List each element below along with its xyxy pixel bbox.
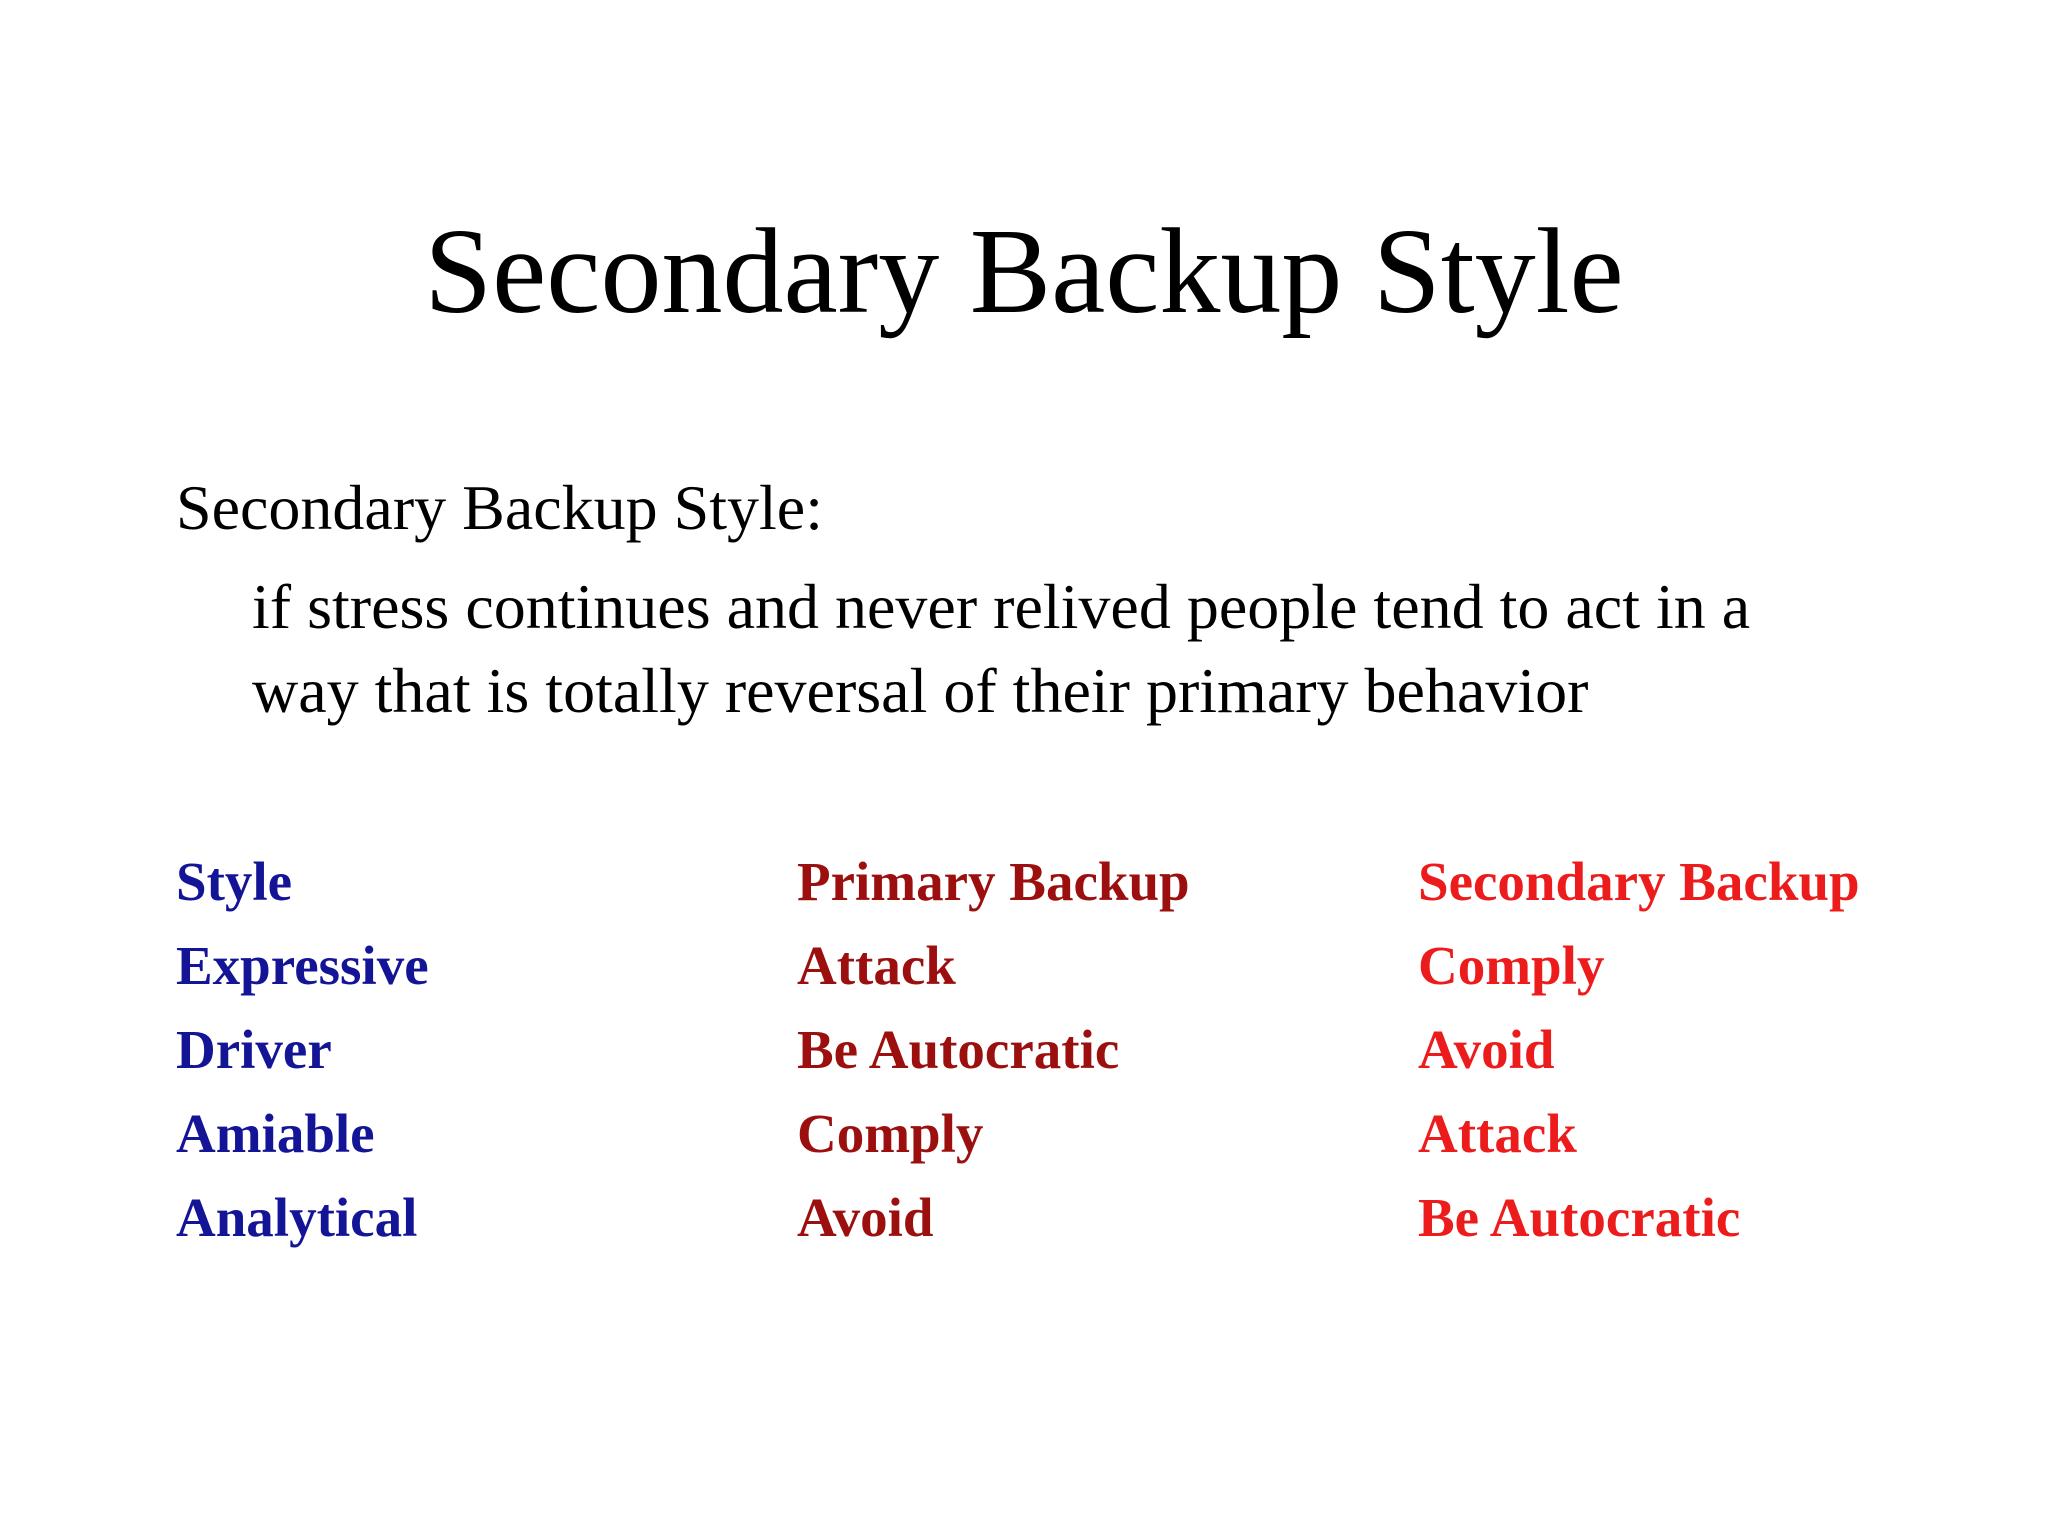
secondary-backup-cell: Avoid	[1418, 1019, 1555, 1080]
header-style: Style	[176, 851, 293, 912]
table-header-row	[176, 840, 1976, 924]
definition-line-2: way that is totally reversal of their primary behavior	[252, 655, 1589, 726]
secondary-backup-cell: Be Autocratic	[1418, 1187, 1741, 1248]
primary-backup-cell: Comply	[797, 1103, 984, 1164]
style-cell: Driver	[176, 1019, 332, 1080]
table-row	[176, 924, 1976, 1008]
secondary-backup-cell: Attack	[1418, 1103, 1577, 1164]
style-cell: Analytical	[176, 1187, 418, 1248]
table-row	[176, 1176, 1976, 1260]
style-cell: Amiable	[176, 1103, 375, 1164]
style-cell: Expressive	[176, 935, 429, 996]
slide-title: Secondary Backup Style	[424, 204, 1624, 339]
definition-text	[252, 565, 1952, 733]
primary-backup-cell: Be Autocratic	[797, 1019, 1120, 1080]
header-primary-backup: Primary Backup	[797, 851, 1190, 912]
table-row	[176, 1008, 1976, 1092]
backup-style-table	[176, 840, 1976, 1260]
primary-backup-cell: Attack	[797, 935, 956, 996]
section-heading: Secondary Backup Style:	[176, 472, 823, 543]
table-row	[176, 1092, 1976, 1176]
definition-line-1: if stress continues and never relived people tend to act in a	[252, 571, 1751, 642]
primary-backup-cell: Avoid	[797, 1187, 934, 1248]
secondary-backup-cell: Comply	[1418, 935, 1605, 996]
header-secondary-backup: Secondary Backup	[1418, 851, 1860, 912]
